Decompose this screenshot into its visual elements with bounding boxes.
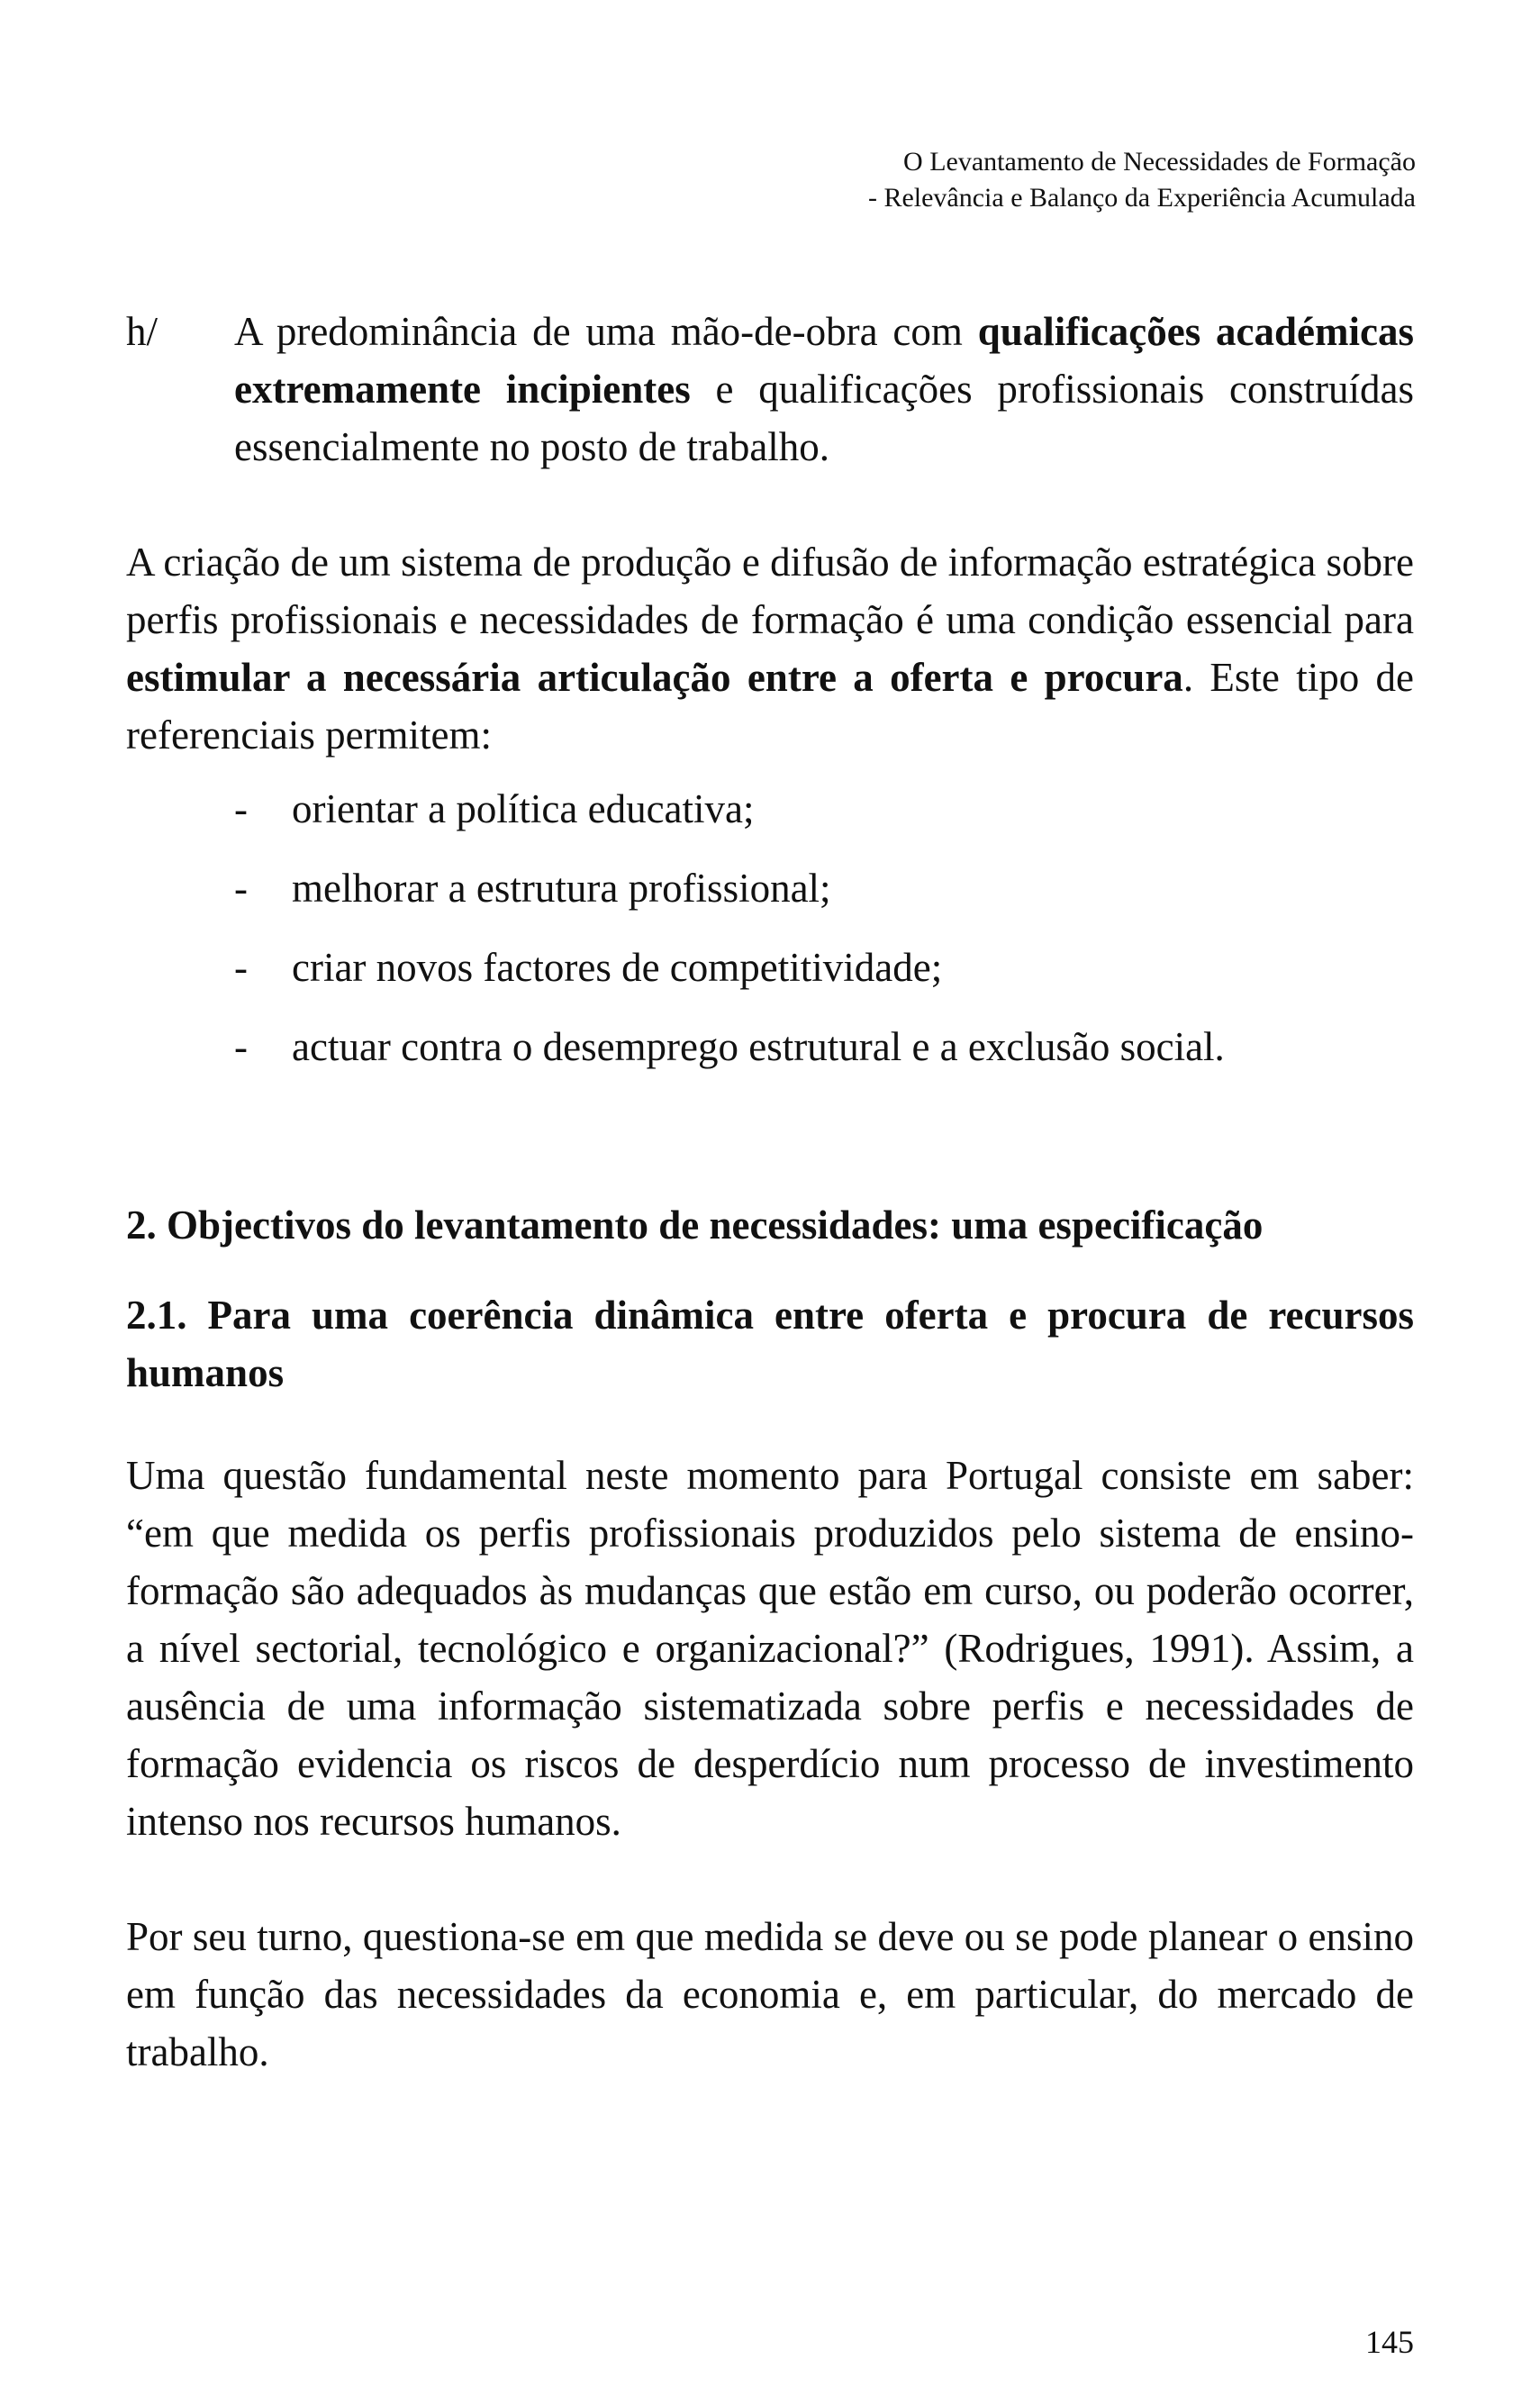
page-number: 145 (1365, 2324, 1414, 2360)
running-header-subtitle: - Relevância e Balanço da Experiência Acumulada (867, 183, 1416, 213)
list-item (126, 1018, 1414, 1075)
list-item (126, 939, 1414, 996)
paragraph-text-2: . Este tipo de referenciais permitem: (126, 655, 1414, 758)
running-header (868, 144, 1416, 216)
body-text (126, 303, 1414, 2081)
list-item-text: orientar a política educativa; (292, 786, 755, 831)
item-marker: h/ (126, 309, 159, 354)
item-h-text-1: A predominância de uma mão-de-obra com (234, 309, 978, 354)
paragraph: Por seu turno, questiona-se em que medida se deve ou se pode planear o ensino em função das necessidades da economia e, em particular, do mercado de trabalho. (126, 1914, 1414, 2074)
item-h-bold: qualificações académicas extremamente incipientes (234, 309, 1414, 412)
item-h-text-2: e qualificações profissionais construídas essencialmente no posto de trabalho. (234, 367, 1414, 469)
list-item (126, 859, 1414, 917)
dash-marker: - (234, 945, 248, 990)
running-header-title: O Levantamento de Necessidades de Formação (903, 147, 1416, 177)
list-item-text: actuar contra o desemprego estrutural e a exclusão social. (292, 1024, 1225, 1069)
list-item (126, 780, 1414, 838)
paragraph-bold: estimular a necessária articulação entre a oferta e procura (126, 655, 1183, 700)
paragraph (126, 533, 1414, 764)
paragraph: Uma questão fundamental neste momento para Portugal consiste em saber: “em que medida os perfis profissionais produzidos pelo sistema de ensino-formação são adequados às mudanças que estão em curso, ou poderão ocorrer, a nível sectorial, tecnológico e organizacional?” (Rodrigues, 1991). Assim, a ausência de uma informação sistematizada sobre perfis e necessidades de formação evidencia os riscos de desperdício num processo de investimento intenso nos recursos humanos. (126, 1453, 1414, 1844)
list-item-text: melhorar a estrutura profissional; (292, 866, 831, 911)
bullet-list (126, 780, 1414, 1075)
dash-marker: - (234, 786, 248, 831)
list-item-text: criar novos factores de competitividade; (292, 945, 943, 990)
subsection-heading: 2.1. Para uma coerência dinâmica entre oferta e procura de recursos humanos (126, 1293, 1414, 1395)
dash-marker: - (234, 1024, 248, 1069)
paragraph-text-1: A criação de um sistema de produção e difusão de informação estratégica sobre perfis profissionais e necessidades de formação é uma condição essencial para (126, 540, 1414, 642)
dash-marker: - (234, 866, 248, 911)
list-item-h (126, 303, 1414, 476)
section-heading: 2. Objectivos do levantamento de necessidades: uma especificação (126, 1202, 1264, 1248)
